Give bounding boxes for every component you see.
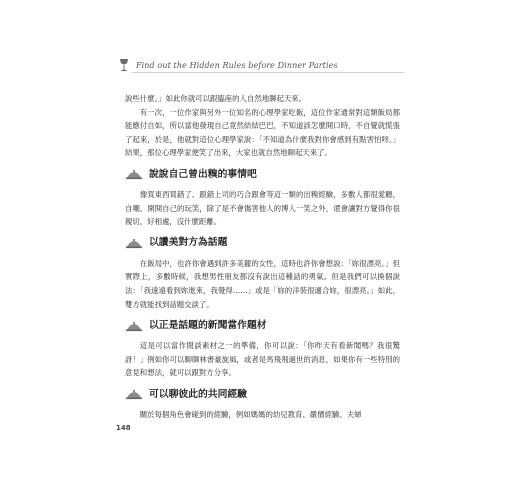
section-heading-text: 說說自己曾出糗的事情吧 (149, 168, 257, 180)
cloche-icon (125, 320, 143, 332)
header-title: Find out the Hidden Rules before Dinner Parties (136, 60, 338, 70)
cloche-icon (125, 237, 143, 249)
section-paragraph: 像買東西買錯了、跟錯上司的巧合跟會等這一類的出糗經驗，多數人都很愛聽，自嘲、開開自己的玩笑，除了是不會傷害他人的博人一笑之外，還會讓對方覺得你很親切，好相處，沒什麼距離。 (125, 189, 400, 227)
section-paragraph: 在飯局中，也許你會遇到許多美麗的女性，這時也許你會想說：「妳很漂亮。」但實際上，多數時候，我想男性朋友都沒有說出這種話的勇氣。但是我們可以換個說法：「我遠遠看到妳進來，我覺得……」或是「妳的洋裝很適合妳，很漂亮。」如此，雙方就能找到話題交談了。 (125, 258, 400, 309)
section-paragraph: 關於每個角色會碰到的經驗，例如媽媽的幼兒教育、嚴價經驗、夫婦 (139, 409, 362, 419)
running-header (118, 58, 338, 72)
section-heading-2 (125, 236, 400, 251)
section-heading-text: 可以聊彼此的共同經驗 (149, 388, 247, 400)
section-heading-4 (125, 387, 400, 402)
section-heading-text: 以正是話題的新聞當作題材 (149, 319, 267, 331)
paragraph-story: 有一次，一位作家與另外一位知名的心理學家吃飯，這位作家通常對這類飯局都能應付自如，所以當他發現自己竟然結結巴巴，不知道該怎麼開口時，不自覺就慌張了起來，於是，他就對這位心理學家說：「不知道為什麼我對你會感到有點害怕呀。」結果，那位心理學家便笑了出來，大家也就自然地聊起天來了。 (125, 107, 400, 158)
section-heading-1 (125, 167, 400, 182)
section-heading-text: 以讚美對方為話題 (149, 237, 228, 249)
cloche-icon (125, 388, 143, 400)
wine-glass-icon (118, 58, 130, 72)
header-divider (132, 72, 404, 73)
cloche-icon (125, 168, 143, 180)
page-body (125, 92, 400, 422)
page-number: 148 (116, 424, 131, 432)
paragraph-continuation: 說些什麼。」如此你就可以跟臨座的人自然地聊起天來。 (125, 94, 307, 103)
section-heading-3 (125, 318, 400, 333)
section-paragraph: 這是可以當作閒談素材之一的準備，你可以說：「你昨天有看新聞嗎？我很驚訝！」例如你可以聊聊林書豪旋風，或者是馬飛飛過世的消息，如果你有一些特別的意見和想法，就可以跟對方分享。 (125, 341, 400, 378)
